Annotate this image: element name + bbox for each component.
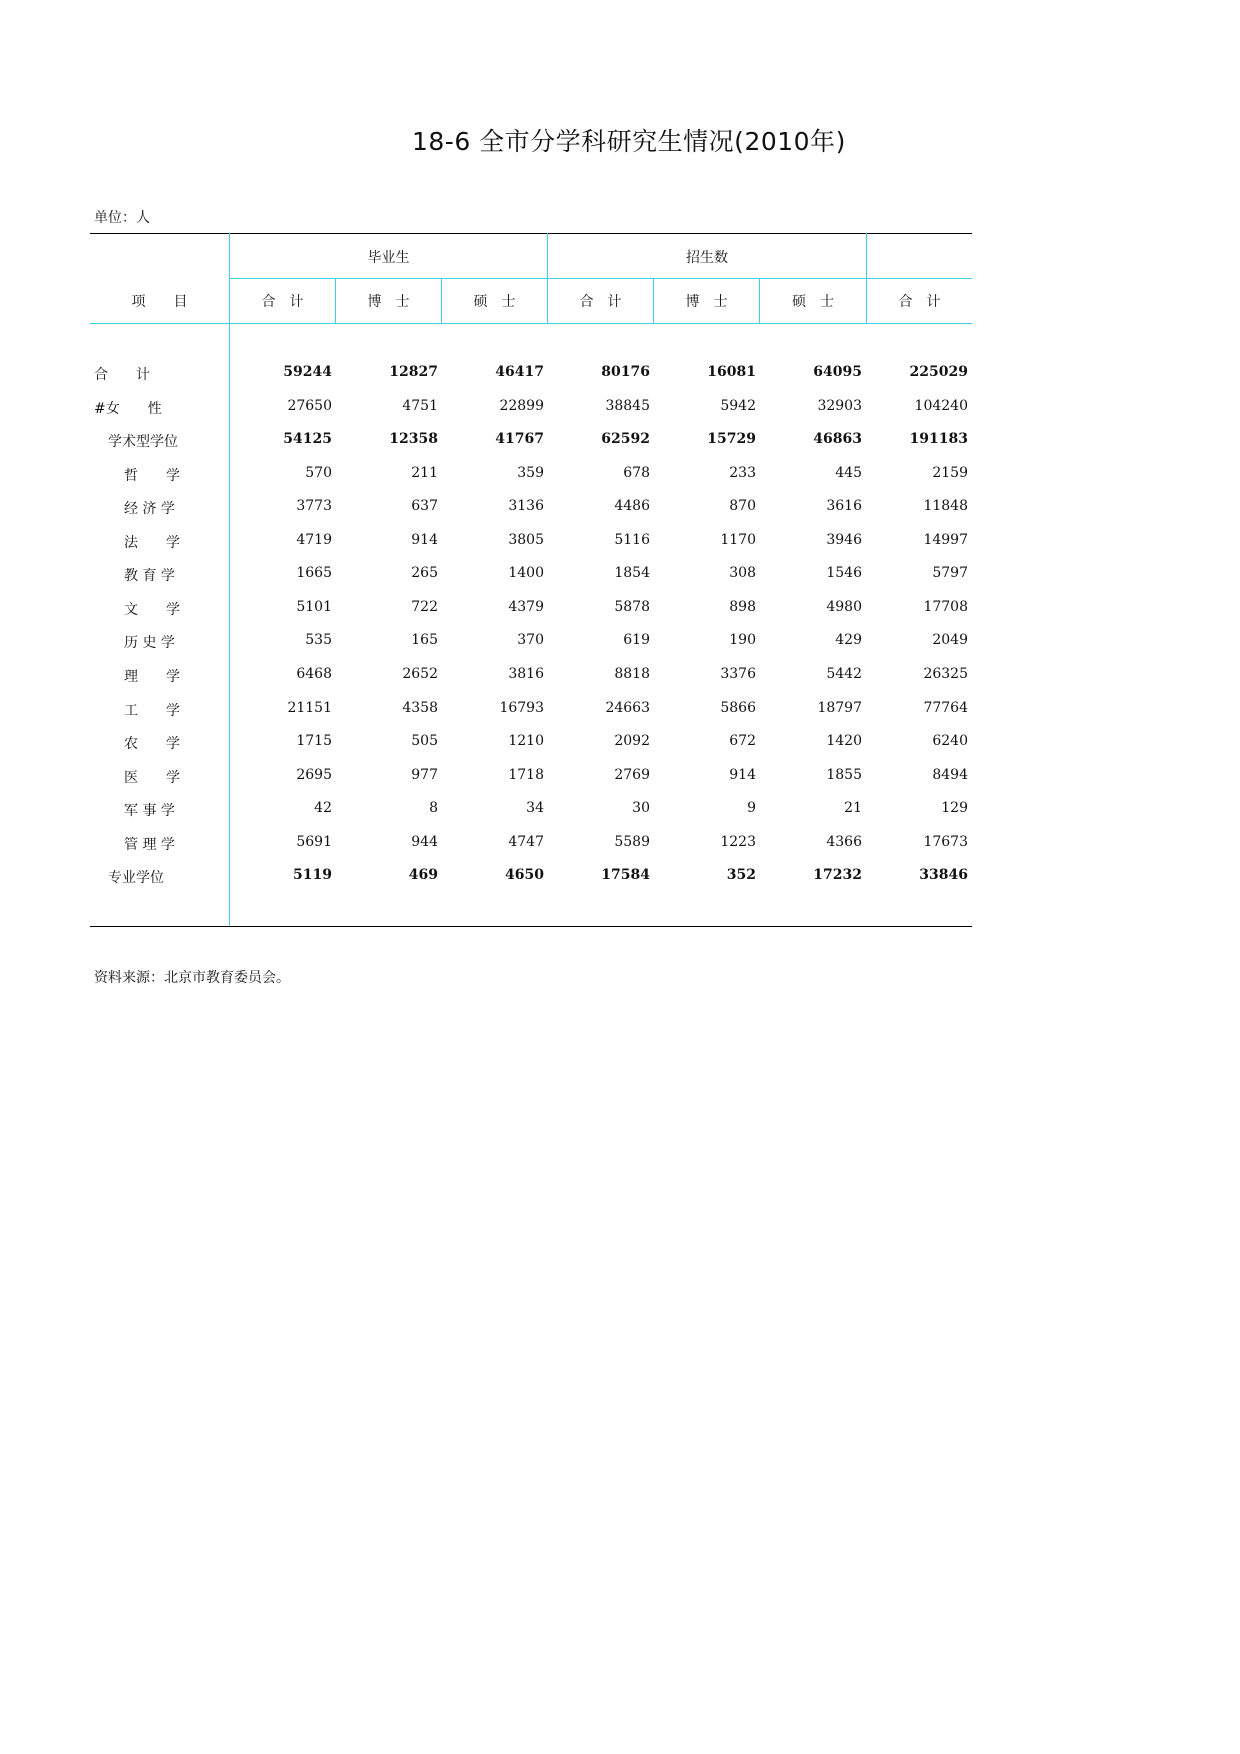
cell-value: 41767: [495, 431, 544, 448]
table-row: [90, 565, 972, 587]
row-label: 专业学位: [108, 870, 164, 887]
cell-value: 16081: [707, 364, 756, 380]
cell-value: 359: [517, 464, 544, 481]
table-top-rule: [90, 233, 972, 234]
table-row: [90, 800, 972, 822]
table-row: [90, 398, 972, 420]
header-group-enrollment: 招生数: [686, 250, 728, 266]
cell-value: 3773: [296, 498, 332, 515]
table-bottom-rule: [90, 926, 972, 927]
row-label: 哲 学: [124, 467, 180, 484]
row-label: 医 学: [124, 769, 180, 786]
cell-value: 4366: [826, 833, 862, 850]
cell-value: 1718: [508, 766, 544, 783]
cell-value: 1400: [508, 565, 544, 582]
cell-value: 1855: [826, 766, 862, 783]
cell-value: 429: [835, 632, 862, 649]
header-col: 硕 士: [792, 294, 834, 310]
cell-value: 17584: [601, 867, 650, 884]
row-label: 教 育 学: [124, 568, 175, 585]
cell-value: 4486: [614, 498, 650, 515]
cell-value: 265: [411, 565, 438, 582]
cell-value: 46863: [813, 431, 862, 448]
row-label: 学术型学位: [108, 434, 178, 451]
header-col: 博 士: [367, 294, 410, 310]
table-row: [90, 632, 972, 654]
cell-value: 21: [844, 800, 862, 817]
cell-value: 27650: [287, 397, 332, 414]
cell-value: 6240: [932, 733, 968, 750]
cell-value: 5942: [720, 397, 756, 414]
cell-value: 1210: [508, 733, 544, 750]
cell-value: 5589: [614, 833, 650, 850]
cell-value: 8494: [932, 766, 968, 783]
cell-value: 1854: [614, 565, 650, 582]
cell-value: 1170: [720, 531, 756, 548]
cell-value: 4980: [826, 598, 862, 615]
cell-value: 54125: [283, 431, 332, 448]
cell-value: 21151: [287, 699, 332, 716]
table-row: [90, 666, 972, 688]
cell-value: 352: [726, 867, 756, 884]
table-row: [90, 700, 972, 722]
cell-value: 165: [411, 632, 438, 649]
header-col: 合 计: [261, 294, 304, 310]
cell-value: 1223: [720, 833, 756, 850]
row-label: 经 济 学: [124, 501, 175, 518]
row-label: 工 学: [124, 702, 180, 719]
cell-value: 77764: [923, 699, 968, 716]
cell-value: 469: [408, 867, 438, 884]
cell-value: 505: [411, 733, 438, 750]
header-col: 合 计: [898, 294, 941, 310]
cell-value: 233: [729, 464, 756, 481]
row-label: 法 学: [124, 534, 180, 551]
cell-value: 6468: [296, 665, 332, 682]
cell-value: 445: [835, 464, 862, 481]
cell-value: 870: [729, 498, 756, 515]
cell-value: 3136: [508, 498, 544, 515]
cell-value: 59244: [283, 364, 332, 380]
cell-value: 2652: [402, 665, 438, 682]
cell-value: 80176: [601, 364, 650, 380]
cell-value: 619: [623, 632, 650, 649]
cell-value: 8818: [614, 665, 650, 682]
cell-value: 1420: [826, 733, 862, 750]
table-row: [90, 599, 972, 621]
group-header-rule: [230, 278, 972, 279]
cell-value: 5797: [932, 565, 968, 582]
cell-value: 129: [941, 800, 968, 817]
cell-value: 62592: [601, 431, 650, 448]
cell-value: 26325: [923, 665, 968, 682]
cell-value: 38845: [605, 397, 650, 414]
page-title: 18-6 全市分学科研究生情况(2010年): [412, 127, 846, 156]
cell-value: 42: [314, 800, 332, 817]
cell-value: 4358: [402, 699, 438, 716]
cell-value: 8: [429, 800, 438, 817]
table-row: [90, 498, 972, 520]
cell-value: 12827: [389, 364, 438, 380]
cell-value: 308: [729, 565, 756, 582]
cell-value: 4650: [505, 867, 544, 884]
cell-value: 5691: [296, 833, 332, 850]
row-label: #女 性: [94, 400, 162, 417]
cell-value: 15729: [707, 431, 756, 448]
cell-value: 2695: [296, 766, 332, 783]
cell-value: 32903: [817, 397, 862, 414]
cell-value: 370: [517, 632, 544, 649]
table-row: [90, 834, 972, 856]
cell-value: 4751: [402, 397, 438, 414]
cell-value: 2092: [614, 733, 650, 750]
header-col: 合 计: [579, 294, 622, 310]
cell-value: 1546: [826, 565, 862, 582]
cell-value: 22899: [499, 397, 544, 414]
cell-value: 5866: [720, 699, 756, 716]
cell-value: 11848: [923, 498, 968, 515]
table-row: [90, 431, 972, 453]
row-label: 理 学: [124, 668, 180, 685]
cell-value: 104240: [914, 397, 968, 414]
cell-value: 5442: [826, 665, 862, 682]
cell-value: 30: [632, 800, 650, 817]
cell-value: 2049: [932, 632, 968, 649]
table-row: [90, 532, 972, 554]
cell-value: 17708: [923, 598, 968, 615]
row-label: 军 事 学: [124, 803, 175, 820]
cell-value: 898: [729, 598, 756, 615]
cell-value: 4379: [508, 598, 544, 615]
unit-label: 单位：人: [94, 210, 150, 226]
cell-value: 3616: [826, 498, 862, 515]
row-label: 历 史 学: [124, 635, 175, 652]
cell-value: 2159: [932, 464, 968, 481]
header-col: 博 士: [685, 294, 728, 310]
cell-value: 4747: [508, 833, 544, 850]
cell-value: 944: [411, 833, 438, 850]
cell-value: 24663: [605, 699, 650, 716]
header-item: 项 目: [131, 294, 188, 310]
header-bottom-rule: [90, 323, 972, 324]
cell-value: 3946: [826, 531, 862, 548]
cell-value: 914: [729, 766, 756, 783]
cell-value: 34: [526, 800, 544, 817]
cell-value: 5116: [614, 531, 650, 548]
cell-value: 977: [411, 766, 438, 783]
table-row: [90, 867, 972, 889]
cell-value: 9: [747, 800, 756, 817]
cell-value: 722: [411, 598, 438, 615]
cell-value: 16793: [499, 699, 544, 716]
cell-value: 14997: [923, 531, 968, 548]
cell-value: 4719: [296, 531, 332, 548]
cell-value: 1665: [296, 565, 332, 582]
cell-value: 5101: [296, 598, 332, 615]
row-label: 农 学: [124, 736, 180, 753]
cell-value: 570: [305, 464, 332, 481]
cell-value: 191183: [909, 431, 968, 448]
cell-value: 190: [729, 632, 756, 649]
row-label: 合 计: [94, 367, 150, 383]
cell-value: 3816: [508, 665, 544, 682]
cell-value: 64095: [813, 364, 862, 380]
cell-value: 2769: [614, 766, 650, 783]
row-label: 管 理 学: [124, 836, 175, 853]
table-row: [90, 465, 972, 487]
table-row: [90, 733, 972, 755]
cell-value: 33846: [919, 867, 968, 884]
table-row: [90, 364, 972, 386]
table-row: [90, 767, 972, 789]
cell-value: 535: [305, 632, 332, 649]
cell-value: 672: [729, 733, 756, 750]
cell-value: 46417: [495, 364, 544, 380]
cell-value: 5119: [293, 867, 332, 884]
cell-value: 211: [411, 464, 438, 481]
cell-value: 3376: [720, 665, 756, 682]
cell-value: 18797: [817, 699, 862, 716]
header-group-graduates: 毕业生: [367, 250, 410, 266]
cell-value: 637: [411, 498, 438, 515]
cell-value: 17673: [923, 833, 968, 850]
cell-value: 3805: [508, 531, 544, 548]
cell-value: 17232: [813, 867, 862, 884]
source-note: 资料来源：北京市教育委员会。: [94, 970, 290, 986]
cell-value: 678: [623, 464, 650, 481]
header-col: 硕 士: [473, 294, 516, 310]
cell-value: 12358: [389, 431, 438, 448]
cell-value: 5878: [614, 598, 650, 615]
cell-value: 914: [411, 531, 438, 548]
cell-value: 1715: [296, 733, 332, 750]
row-label: 文 学: [124, 601, 180, 618]
cell-value: 225029: [909, 364, 968, 380]
